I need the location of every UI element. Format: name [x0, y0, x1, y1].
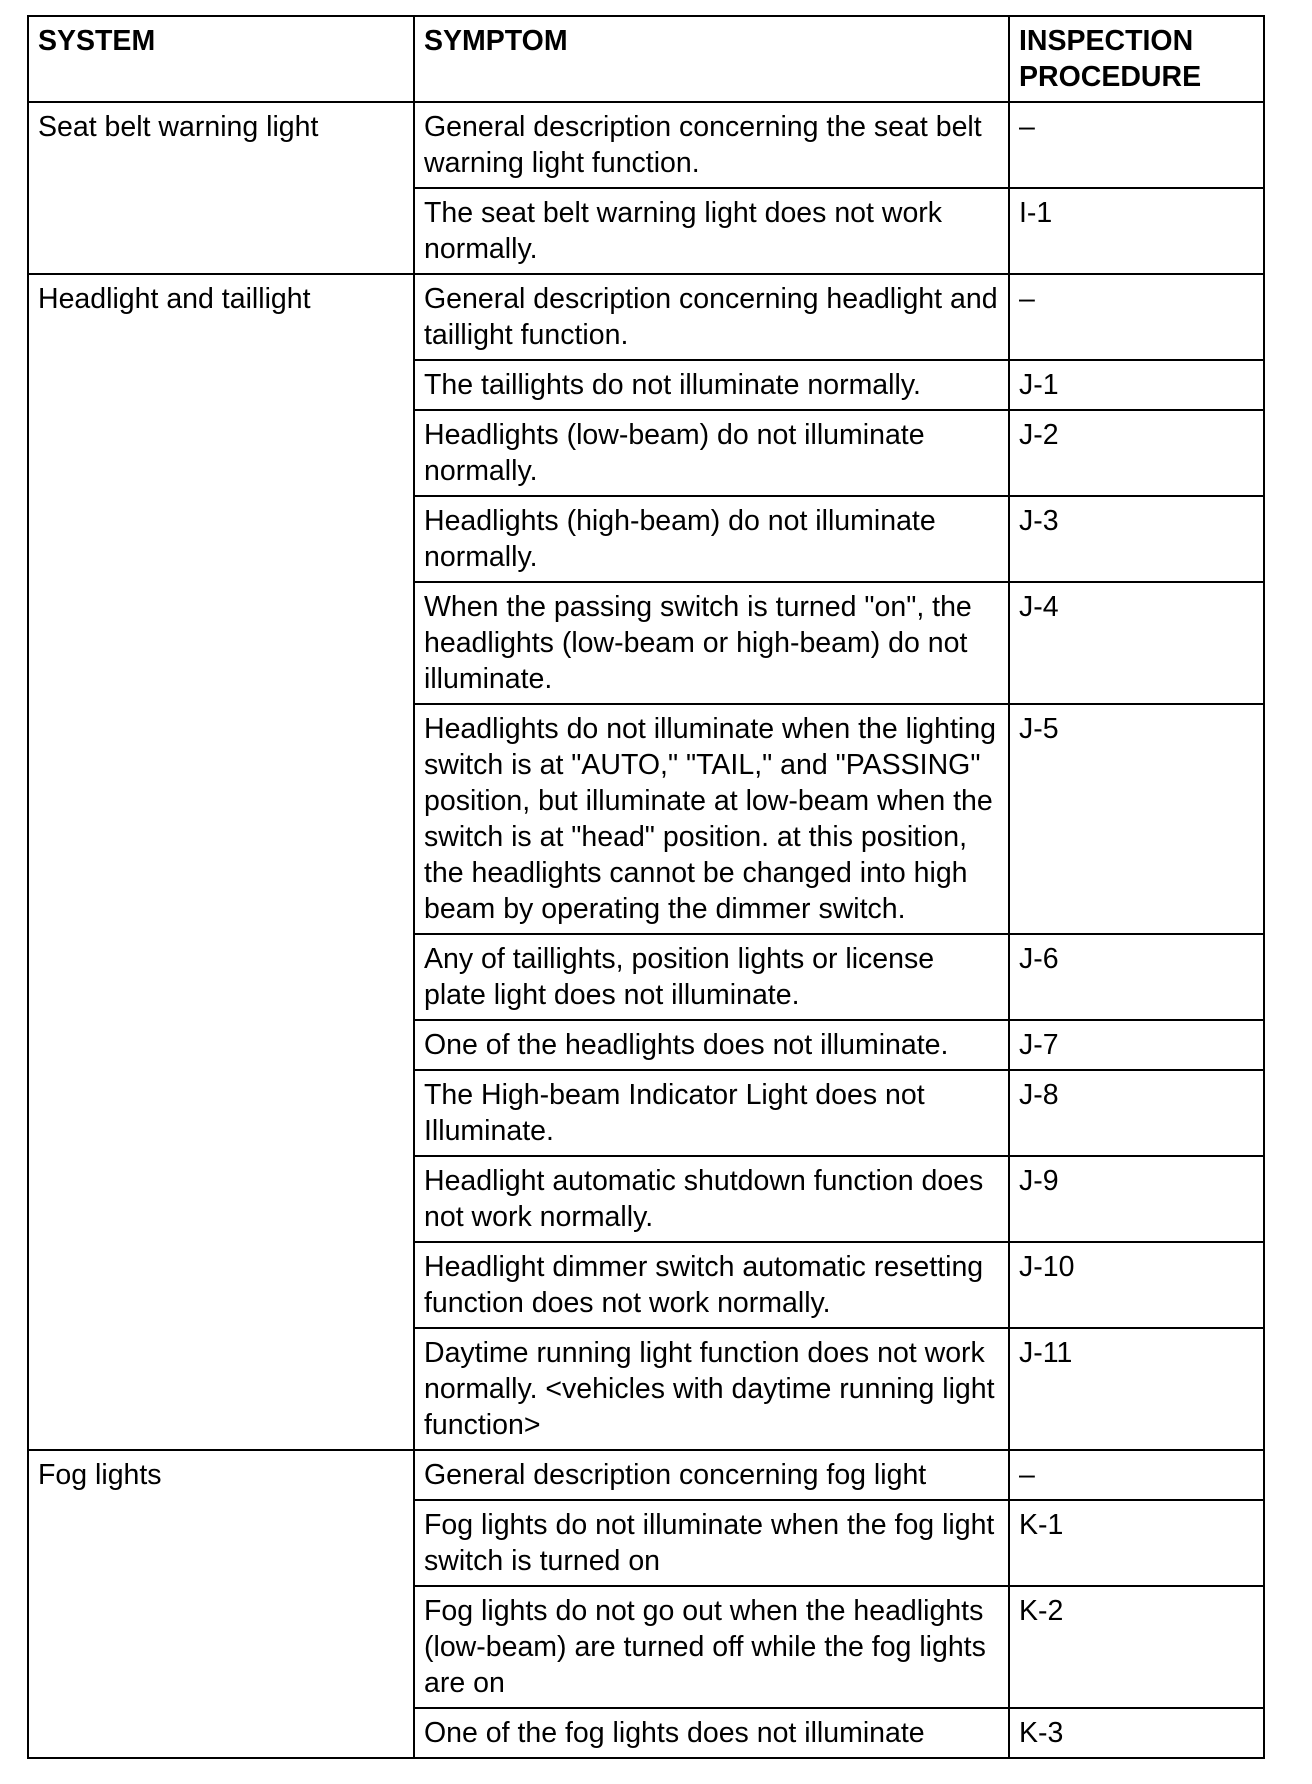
symptom-cell: Headlight automatic shutdown function does not work normally. [414, 1156, 1009, 1242]
symptom-cell: Headlights (high-beam) do not illuminate normally. [414, 496, 1009, 582]
symptom-cell: The taillights do not illuminate normally. [414, 360, 1009, 410]
symptom-cell: Fog lights do not illuminate when the fog light switch is turned on [414, 1500, 1009, 1586]
procedure-cell: J-4 [1009, 582, 1264, 704]
symptom-cell: General description concerning fog light [414, 1450, 1009, 1500]
system-cell: Headlight and taillight [28, 274, 414, 1450]
header-symptom: SYMPTOM [414, 16, 1009, 102]
procedure-cell: J-9 [1009, 1156, 1264, 1242]
symptom-cell: The seat belt warning light does not work normally. [414, 188, 1009, 274]
header-system: SYSTEM [28, 16, 414, 102]
procedure-cell: J-10 [1009, 1242, 1264, 1328]
procedure-cell: J-1 [1009, 360, 1264, 410]
procedure-cell: J-8 [1009, 1070, 1264, 1156]
symptom-cell: Headlights (low-beam) do not illuminate normally. [414, 410, 1009, 496]
table-row [28, 102, 1264, 188]
procedure-cell: – [1009, 274, 1264, 360]
procedure-cell: J-3 [1009, 496, 1264, 582]
symptom-cell: When the passing switch is turned "on", the headlights (low-beam or high-beam) do not illuminate. [414, 582, 1009, 704]
procedure-cell: J-7 [1009, 1020, 1264, 1070]
procedure-cell: K-1 [1009, 1500, 1264, 1586]
symptom-cell: One of the headlights does not illuminate. [414, 1020, 1009, 1070]
symptom-cell: Any of taillights, position lights or license plate light does not illuminate. [414, 934, 1009, 1020]
symptom-cell: One of the fog lights does not illuminate [414, 1708, 1009, 1758]
procedure-cell: – [1009, 102, 1264, 188]
table-row [28, 1450, 1264, 1500]
symptom-cell: Headlight dimmer switch automatic resetting function does not work normally. [414, 1242, 1009, 1328]
symptom-cell: Headlights do not illuminate when the lighting switch is at "AUTO," "TAIL," and "PASSING" position, but illuminate at low-beam when the switch is at "head" position. at this position, the headlights cannot be changed into high beam by operating the dimmer switch. [414, 704, 1009, 934]
symptom-cell: The High-beam Indicator Light does not Illuminate. [414, 1070, 1009, 1156]
symptom-cell: General description concerning headlight and taillight function. [414, 274, 1009, 360]
procedure-cell: J-5 [1009, 704, 1264, 934]
procedure-cell: J-11 [1009, 1328, 1264, 1450]
symptom-cell: Daytime running light function does not work normally. <vehicles with daytime running light function> [414, 1328, 1009, 1450]
procedure-cell: I-1 [1009, 188, 1264, 274]
header-row [28, 16, 1264, 102]
system-cell: Fog lights [28, 1450, 414, 1758]
procedure-cell: J-6 [1009, 934, 1264, 1020]
procedure-cell: – [1009, 1450, 1264, 1500]
system-cell: Seat belt warning light [28, 102, 414, 274]
inspection-table [27, 15, 1265, 1759]
procedure-cell: J-2 [1009, 410, 1264, 496]
procedure-cell: K-2 [1009, 1586, 1264, 1708]
procedure-cell: K-3 [1009, 1708, 1264, 1758]
symptom-cell: General description concerning the seat belt warning light function. [414, 102, 1009, 188]
header-procedure: INSPECTION PROCEDURE [1009, 16, 1264, 102]
table-row [28, 274, 1264, 360]
symptom-cell: Fog lights do not go out when the headlights (low-beam) are turned off while the fog lights are on [414, 1586, 1009, 1708]
